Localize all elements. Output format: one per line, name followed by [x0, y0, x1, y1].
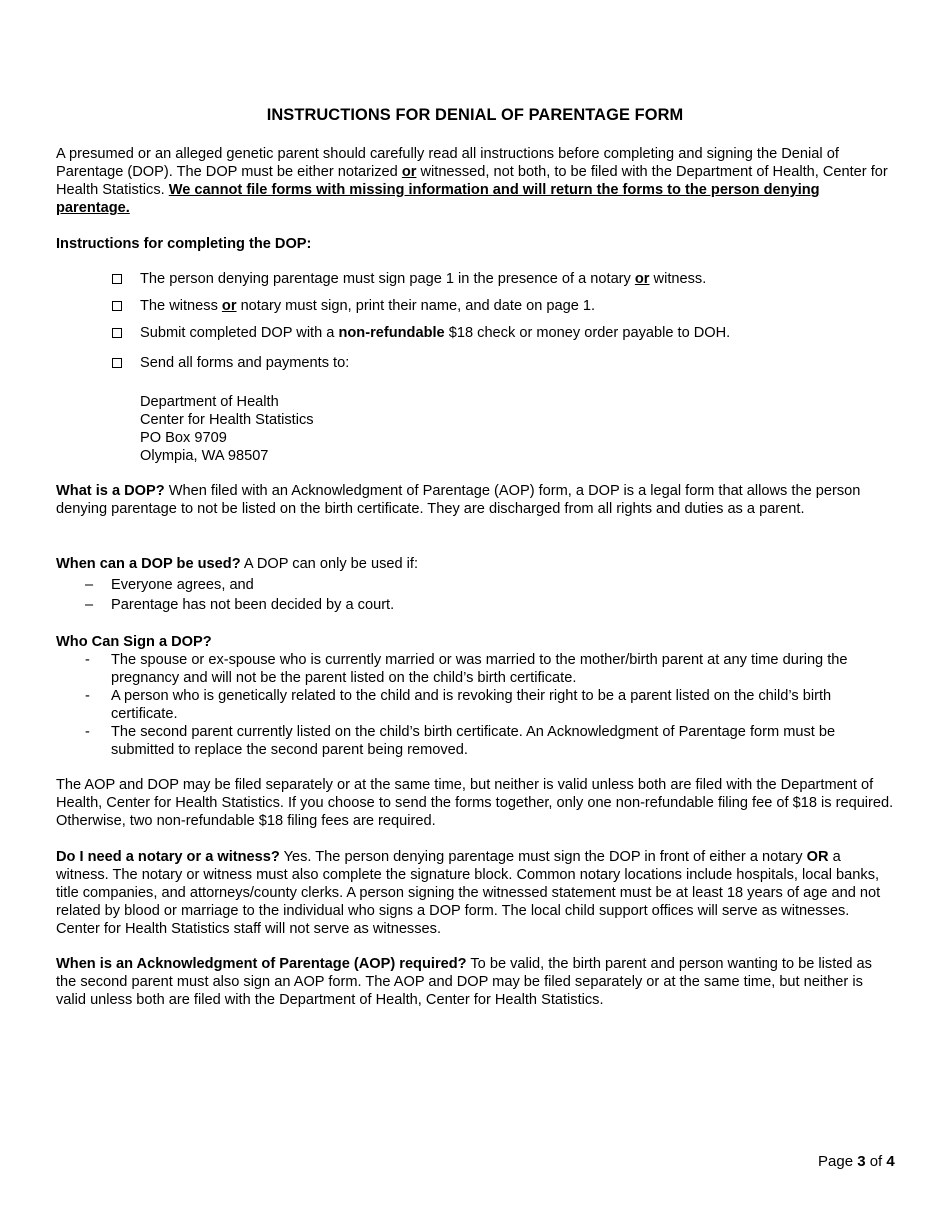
address-line: Department of Health	[140, 394, 279, 410]
notary-witness-paragraph: Do I need a notary or a witness? Yes. The person denying parentage must sign the DOP in front of either a notary OR a witness. The notary or witness must also complete the signature block. Common notary locations include hospitals, local banks, title companies, and attorneys/county clerks. A person signing the witnessed statement must be at least 18 years of age and not related by blood or marriage to the individual who signs a DOP form. The local child support offices will serve as witnesses. Center for Health Statistics staff will not serve as witnesses.	[56, 849, 881, 937]
aop-required-paragraph: When is an Acknowledgment of Parentage (AOP) required? To be valid, the birth parent and person wanting to be listed as the second parent must also sign an AOP form. The AOP and DOP may be filed separately or at the same time, but neither is valid unless both are filed with the Department of Health, Center for Health Statistics.	[56, 956, 872, 1008]
checkbox[interactable]	[112, 301, 122, 311]
aop-dop-filing-paragraph: The AOP and DOP may be filed separately or at the same time, but neither is valid unless both are filed with the Department of Health, Center for Health Statistics. If you choose to send the forms together, only one non-refundable filing fee of $18 is required. Otherwise, two non-refundable $18 filing fees are required.	[56, 777, 894, 829]
address-line: Center for Health Statistics	[140, 412, 314, 428]
checkbox[interactable]	[112, 358, 122, 368]
list-item: - A person who is genetically related to the child and is revoking their right to be a parent listed on the child’s birth certificate.	[85, 688, 832, 722]
when-used-list	[56, 576, 894, 614]
page-title: INSTRUCTIONS FOR DENIAL OF PARENTAGE FORM	[266, 106, 684, 124]
instructions-heading: Instructions for completing the DOP:	[56, 236, 312, 252]
checkbox[interactable]	[112, 328, 122, 338]
list-item: - The spouse or ex-spouse who is currently married or was married to the mother/birth parent at any time during the pregnancy and will not be the parent listed on the child’s birth certificate.	[85, 652, 848, 686]
address-line: Olympia, WA 98507	[140, 448, 269, 464]
list-item: - The second parent currently listed on the child’s birth certificate. An Acknowledgment of Parentage form must be submitted to replace the second parent being removed.	[85, 724, 836, 758]
list-item: – Everyone agrees, and	[85, 577, 254, 593]
mailing-address	[140, 393, 314, 465]
when-used-paragraph: When can a DOP be used? A DOP can only be used if:	[56, 556, 419, 572]
who-can-sign-heading: Who Can Sign a DOP?	[56, 634, 212, 650]
page-number: Page 3 of 4	[818, 1153, 895, 1170]
who-can-sign-list	[56, 651, 894, 759]
what-is-dop-paragraph: What is a DOP? When filed with an Acknowledgment of Parentage (AOP) form, a DOP is a legal form that allows the person denying parentage to not be listed on the birth certificate. They are discharged from all rights and duties as a parent.	[56, 483, 861, 517]
missing-info-warning: We cannot file forms with missing information and will return the forms to the person denying parentage.	[56, 182, 820, 216]
list-item: – Parentage has not been decided by a court.	[85, 597, 395, 613]
address-line: PO Box 9709	[140, 430, 227, 446]
intro-paragraph: A presumed or an alleged genetic parent should carefully read all instructions before completing and signing the Denial of Parentage (DOP). The DOP must be either notarized or witnessed, not both, to be filed with the Department of Health, Center for Health Statistics. We cannot file forms with missing information and will return the forms to the person denying parentage.	[56, 146, 888, 216]
checkbox[interactable]	[112, 274, 122, 284]
